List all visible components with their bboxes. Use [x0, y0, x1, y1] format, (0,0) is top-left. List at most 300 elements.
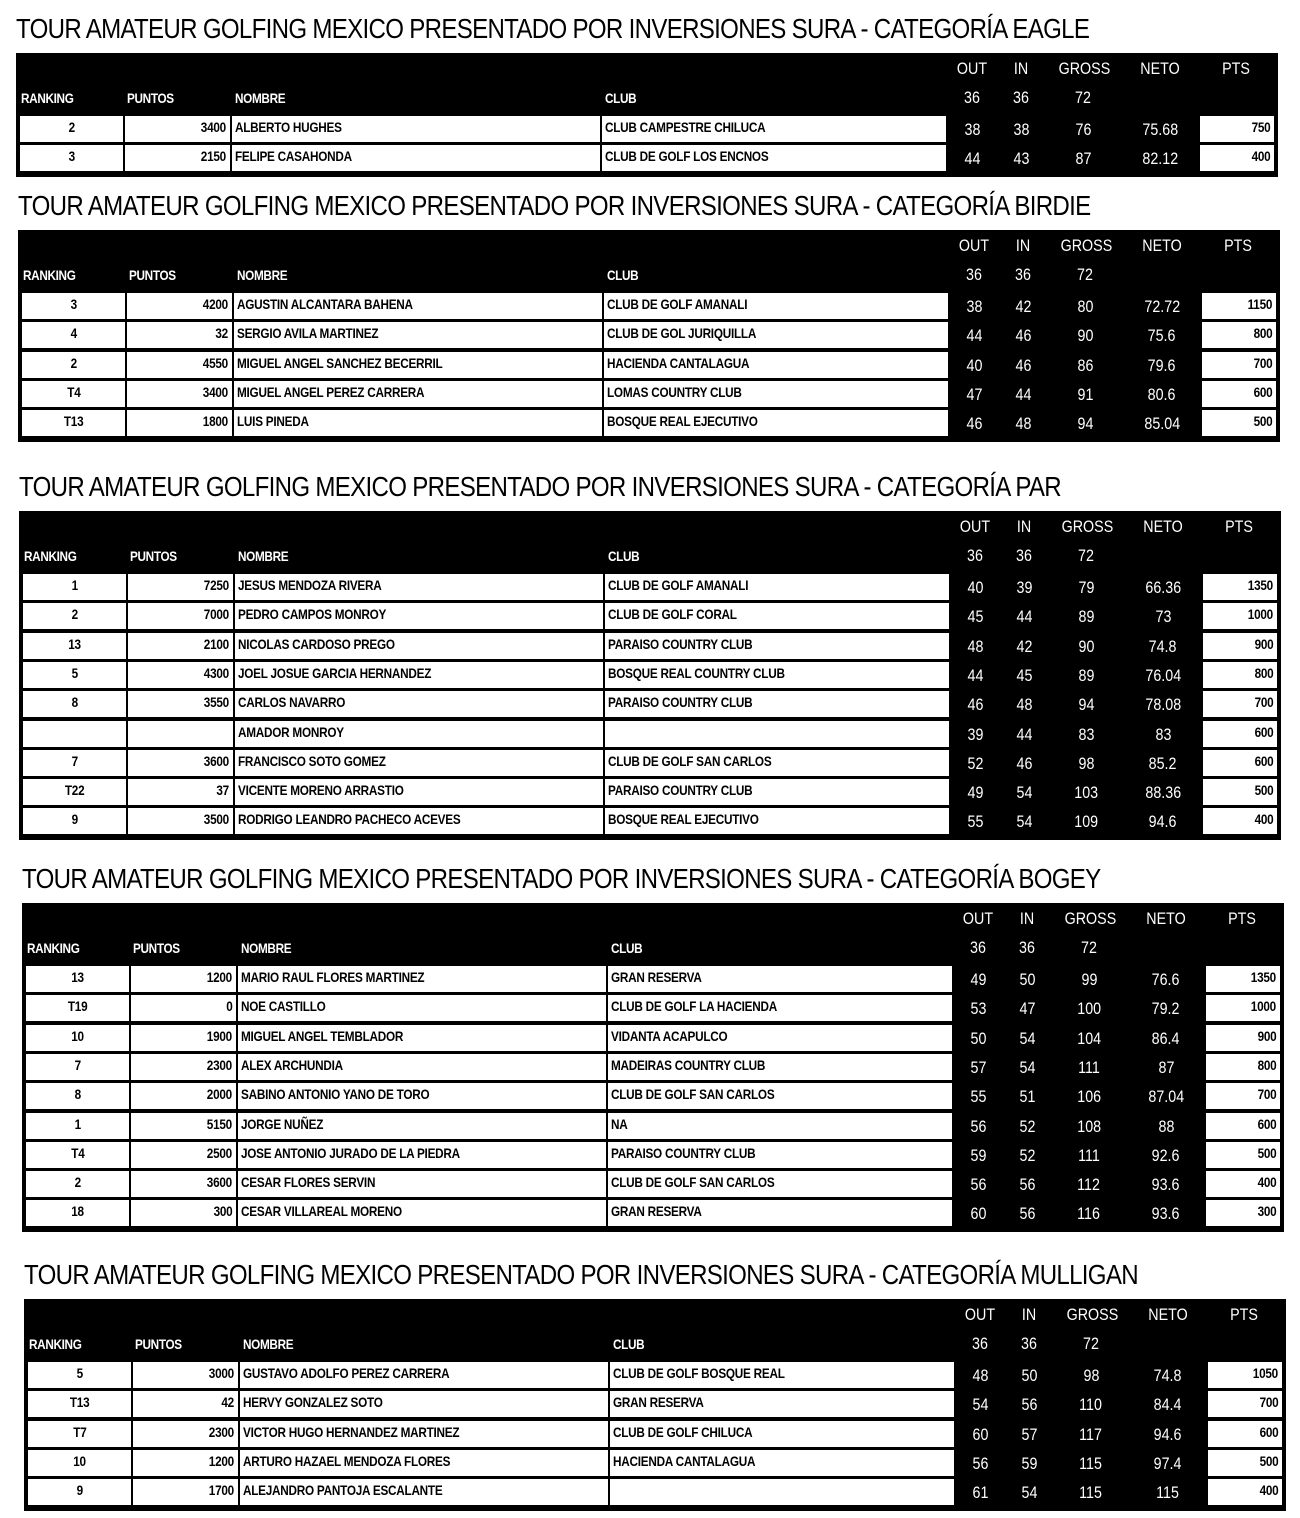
- cell-puntos: [127, 352, 232, 378]
- par-in: 36: [1015, 265, 1031, 284]
- score-gross-text: 86: [1077, 356, 1093, 375]
- cell-club-text: GRAN RESERVA: [611, 969, 702, 985]
- score-out-text: 50: [970, 1029, 986, 1048]
- score-gross-text: 110: [1079, 1395, 1103, 1414]
- score-gross: [1060, 1202, 1118, 1226]
- score-in: [1007, 968, 1047, 992]
- score-in: [1007, 997, 1047, 1021]
- score-gross: [1057, 693, 1115, 717]
- cell-ranking: [26, 1200, 129, 1226]
- header-neto: NETO: [1146, 909, 1186, 928]
- score-gross-text: 98: [1083, 1366, 1099, 1385]
- cell-club-text: NA: [611, 1116, 628, 1132]
- cell-nombre-text: SERGIO AVILA MARTINEZ: [237, 325, 379, 341]
- table-row: [24, 1419, 1286, 1448]
- score-in: [1009, 1481, 1049, 1505]
- leaderboard-table: [22, 903, 1284, 1232]
- cell-puntos: [128, 750, 233, 776]
- cell-ranking-text: 10: [73, 1453, 86, 1469]
- cell-puntos-text: 1900: [206, 1028, 232, 1044]
- score-in-text: 38: [1013, 120, 1029, 139]
- cell-ranking-text: 8: [71, 694, 78, 710]
- cell-puntos: [128, 662, 233, 688]
- cell-club: [605, 633, 949, 659]
- cell-club-text: PARAISO COUNTRY CLUB: [608, 782, 753, 798]
- score-in-text: 46: [1015, 326, 1031, 345]
- cell-nombre: [235, 750, 603, 776]
- header-club: CLUB: [608, 548, 640, 564]
- cell-pts: [1200, 116, 1274, 142]
- score-neto: [1132, 324, 1192, 348]
- cell-puntos-text: 2500: [206, 1145, 232, 1161]
- cell-ranking-text: T4: [66, 384, 81, 400]
- cell-nombre: [238, 1142, 606, 1168]
- cell-pts-text: 600: [1259, 1424, 1278, 1440]
- cell-club: [610, 1391, 954, 1417]
- score-neto: [1138, 1481, 1198, 1505]
- cell-pts: [1203, 633, 1277, 659]
- header-ranking: RANKING: [21, 90, 74, 106]
- cell-pts-text: 700: [1254, 694, 1273, 710]
- cell-pts-text: 400: [1254, 811, 1273, 827]
- score-neto-text: 74.8: [1149, 637, 1177, 656]
- cell-puntos: [128, 574, 233, 600]
- cell-puntos-text: 3500: [203, 811, 229, 827]
- cell-nombre: [240, 1450, 608, 1476]
- score-gross: [1054, 118, 1112, 142]
- score-neto: [1133, 576, 1193, 600]
- cell-pts-text: 600: [1253, 384, 1272, 400]
- cell-pts-text: 500: [1259, 1453, 1278, 1469]
- cell-club-text: GRAN RESERVA: [613, 1394, 704, 1410]
- score-out-text: 54: [972, 1395, 988, 1414]
- header-gross: GROSS: [1061, 517, 1114, 536]
- score-out: [954, 1144, 1002, 1168]
- cell-club: [608, 1171, 952, 1197]
- score-in-text: 54: [1021, 1483, 1037, 1502]
- cell-ranking: [26, 966, 129, 992]
- cell-ranking-text: 18: [71, 1203, 84, 1219]
- score-in-text: 57: [1021, 1425, 1037, 1444]
- score-neto: [1136, 997, 1196, 1021]
- cell-ranking-text: T13: [69, 1394, 90, 1410]
- score-in-text: 45: [1016, 666, 1032, 685]
- cell-nombre-text: MIGUEL ANGEL SANCHEZ BECERRIL: [237, 355, 443, 371]
- score-in-text: 56: [1019, 1204, 1035, 1223]
- cell-ranking: [23, 721, 126, 747]
- cell-club-text: PARAISO COUNTRY CLUB: [608, 694, 753, 710]
- score-gross: [1056, 295, 1114, 319]
- cell-ranking: [20, 116, 123, 142]
- header-gross: GROSS: [1064, 909, 1117, 928]
- cell-nombre-text: VICTOR HUGO HERNANDEZ MARTINEZ: [243, 1424, 460, 1440]
- score-in: [1009, 1364, 1049, 1388]
- score-out-text: 48: [972, 1366, 988, 1385]
- cell-club: [608, 1054, 952, 1080]
- score-neto: [1136, 1144, 1196, 1168]
- cell-nombre: [240, 1362, 608, 1388]
- cell-puntos: [128, 603, 233, 629]
- header-nombre: NOMBRE: [235, 90, 286, 106]
- cell-pts: [1208, 1421, 1282, 1447]
- table-row: [19, 748, 1281, 777]
- cell-puntos-text: 4300: [203, 665, 229, 681]
- table-row: [19, 660, 1281, 689]
- cell-ranking: [23, 779, 126, 805]
- cell-pts: [1208, 1479, 1282, 1505]
- score-neto: [1136, 1173, 1196, 1197]
- cell-ranking-text: T4: [70, 1145, 85, 1161]
- cell-club: [605, 721, 949, 747]
- score-out-text: 40: [966, 356, 982, 375]
- score-in-text: 39: [1016, 578, 1032, 597]
- header-pts: PTS: [1228, 909, 1256, 928]
- score-neto-text: 80.6: [1148, 385, 1176, 404]
- score-neto-text: 92.6: [1152, 1146, 1180, 1165]
- score-neto-text: 75.6: [1148, 326, 1176, 345]
- score-gross-text: 98: [1078, 754, 1094, 773]
- score-out-text: 46: [967, 695, 983, 714]
- cell-puntos-text: 0: [225, 998, 232, 1014]
- header-puntos: PUNTOS: [133, 940, 180, 956]
- cell-puntos: [131, 1113, 236, 1139]
- cell-puntos: [131, 966, 236, 992]
- table-row: [18, 291, 1280, 320]
- cell-pts: [1203, 574, 1277, 600]
- score-in-text: 44: [1016, 607, 1032, 626]
- score-out: [951, 723, 999, 747]
- score-out: [951, 576, 999, 600]
- cell-nombre: [238, 1083, 606, 1109]
- score-out: [956, 1423, 1004, 1447]
- score-neto-text: 87.04: [1148, 1087, 1184, 1106]
- score-in: [1004, 752, 1044, 776]
- score-in-text: 43: [1013, 149, 1029, 168]
- cell-nombre: [238, 1054, 606, 1080]
- cell-nombre-text: AGUSTIN ALCANTARA BAHENA: [237, 296, 413, 312]
- score-neto: [1138, 1423, 1198, 1447]
- header-nombre: NOMBRE: [241, 940, 292, 956]
- cell-club-text: CLUB DE GOLF AMANALI: [608, 577, 749, 593]
- cell-puntos-text: 3600: [203, 753, 229, 769]
- cell-ranking: [20, 145, 123, 171]
- header-gross: GROSS: [1066, 1305, 1119, 1324]
- cell-nombre: [234, 322, 602, 348]
- cell-nombre-text: ALEX ARCHUNDIA: [241, 1057, 343, 1073]
- cell-club-text: HACIENDA CANTALAGUA: [607, 355, 750, 371]
- cell-ranking-text: 9: [71, 811, 78, 827]
- score-neto-text: 79.2: [1152, 999, 1180, 1018]
- header-out: OUT: [964, 1305, 996, 1324]
- header-pts: PTS: [1224, 236, 1252, 255]
- score-neto-text: 88.36: [1145, 783, 1181, 802]
- score-neto-text: 79.6: [1148, 356, 1176, 375]
- score-out: [951, 605, 999, 629]
- score-out-text: 61: [972, 1483, 988, 1502]
- cell-pts-text: 500: [1253, 413, 1272, 429]
- table-row: [22, 1111, 1284, 1140]
- score-out: [950, 295, 998, 319]
- cell-ranking: [28, 1391, 131, 1417]
- score-gross-text: 90: [1077, 326, 1093, 345]
- score-in-text: 42: [1016, 637, 1032, 656]
- score-out-text: 38: [966, 297, 982, 316]
- cell-ranking: [26, 1025, 129, 1051]
- cell-puntos: [127, 381, 232, 407]
- score-in: [1003, 295, 1043, 319]
- cell-pts-text: 1050: [1252, 1365, 1278, 1381]
- cell-club-text: CLUB DE GOLF CORAL: [608, 606, 737, 622]
- score-out: [954, 1056, 1002, 1080]
- header-ranking: RANKING: [24, 548, 77, 564]
- cell-ranking-text: 13: [68, 636, 81, 652]
- cell-puntos: [131, 1171, 236, 1197]
- cell-puntos: [128, 721, 233, 747]
- table-row: [22, 993, 1284, 1022]
- score-gross-text: 116: [1077, 1204, 1101, 1223]
- score-gross: [1057, 723, 1115, 747]
- score-out-text: 60: [972, 1425, 988, 1444]
- score-neto-text: 75.68: [1142, 120, 1178, 139]
- score-neto-text: 97.4: [1154, 1454, 1182, 1473]
- cell-pts: [1206, 1142, 1280, 1168]
- leaderboard-table: [18, 230, 1280, 442]
- par-in: 36: [1016, 546, 1032, 565]
- score-out: [954, 1085, 1002, 1109]
- table-row: [22, 1198, 1284, 1227]
- score-in-text: 54: [1016, 812, 1032, 831]
- cell-club: [605, 779, 949, 805]
- par-out: 36: [966, 265, 982, 284]
- cell-pts-text: 400: [1257, 1174, 1276, 1190]
- score-in: [1003, 383, 1043, 407]
- score-in-text: 46: [1016, 754, 1032, 773]
- score-neto-text: 94.6: [1149, 812, 1177, 831]
- score-neto-text: 73: [1155, 607, 1171, 626]
- score-gross: [1060, 1085, 1118, 1109]
- cell-ranking: [23, 691, 126, 717]
- score-neto: [1133, 605, 1193, 629]
- header-ranking: RANKING: [27, 940, 80, 956]
- table-row: [18, 320, 1280, 349]
- score-out: [951, 781, 999, 805]
- cell-club: [608, 995, 952, 1021]
- score-neto-text: 78.08: [1145, 695, 1181, 714]
- score-in-text: 54: [1019, 1058, 1035, 1077]
- cell-puntos-text: 300: [213, 1203, 232, 1219]
- cell-club-text: VIDANTA ACAPULCO: [611, 1028, 728, 1044]
- score-gross: [1057, 810, 1115, 834]
- header-neto: NETO: [1140, 59, 1180, 78]
- score-gross-text: 112: [1077, 1175, 1101, 1194]
- cell-ranking: [26, 1054, 129, 1080]
- header-pts: PTS: [1230, 1305, 1258, 1324]
- cell-ranking: [22, 410, 125, 436]
- cell-nombre-text: JOSE ANTONIO JURADO DE LA PIEDRA: [241, 1145, 460, 1161]
- cell-ranking: [22, 293, 125, 319]
- cell-puntos-text: 2300: [206, 1057, 232, 1073]
- cell-club: [608, 966, 952, 992]
- score-gross: [1062, 1364, 1120, 1388]
- cell-pts-text: 700: [1253, 355, 1272, 371]
- table-row: [19, 689, 1281, 718]
- score-out-text: 56: [970, 1175, 986, 1194]
- cell-puntos: [131, 1025, 236, 1051]
- cell-pts: [1203, 691, 1277, 717]
- cell-ranking-text: 2: [74, 1174, 81, 1190]
- cell-ranking-text: 4: [70, 325, 77, 341]
- cell-puntos-text: 3000: [208, 1365, 234, 1381]
- cell-pts-text: 600: [1254, 753, 1273, 769]
- header-club: CLUB: [607, 267, 639, 283]
- cell-club-text: CLUB DE GOLF CHILUCA: [613, 1424, 753, 1440]
- score-in: [1004, 576, 1044, 600]
- cell-nombre-text: JOEL JOSUE GARCIA HERNANDEZ: [238, 665, 432, 681]
- cell-ranking-text: T22: [64, 782, 85, 798]
- cell-pts: [1206, 1113, 1280, 1139]
- cell-ranking: [23, 808, 126, 834]
- par-out: 36: [970, 938, 986, 957]
- cell-ranking: [23, 662, 126, 688]
- header-nombre: NOMBRE: [243, 1336, 294, 1352]
- score-neto-text: 93.6: [1152, 1175, 1180, 1194]
- score-gross-text: 89: [1078, 607, 1094, 626]
- header-neto: NETO: [1142, 236, 1182, 255]
- cell-ranking: [26, 1113, 129, 1139]
- cell-pts: [1203, 603, 1277, 629]
- score-in-text: 56: [1019, 1175, 1035, 1194]
- table-row: [24, 1448, 1286, 1477]
- header-pts: PTS: [1225, 517, 1253, 536]
- score-out: [954, 1027, 1002, 1051]
- score-gross-text: 111: [1078, 1058, 1100, 1077]
- score-neto-text: 76.6: [1152, 970, 1180, 989]
- score-neto: [1133, 664, 1193, 688]
- score-out-text: 55: [967, 812, 983, 831]
- score-neto: [1136, 1085, 1196, 1109]
- cell-club-text: LOMAS COUNTRY CLUB: [607, 384, 742, 400]
- cell-club-text: BOSQUE REAL EJECUTIVO: [607, 413, 758, 429]
- score-gross: [1060, 1144, 1118, 1168]
- header-in: IN: [1013, 59, 1029, 78]
- score-gross-text: 91: [1077, 385, 1093, 404]
- score-out-text: 52: [967, 754, 983, 773]
- cell-pts-text: 1350: [1247, 577, 1273, 593]
- cell-pts-text: 500: [1254, 782, 1273, 798]
- cell-puntos: [128, 808, 233, 834]
- cell-nombre: [234, 381, 602, 407]
- cell-pts: [1206, 966, 1280, 992]
- cell-pts: [1206, 1054, 1280, 1080]
- cell-ranking-text: 3: [70, 296, 77, 312]
- par-in: 36: [1013, 88, 1029, 107]
- score-in: [1001, 147, 1041, 171]
- table-row: [19, 777, 1281, 806]
- score-out-text: 48: [967, 637, 983, 656]
- score-gross: [1060, 1027, 1118, 1051]
- header-puntos: PUNTOS: [129, 267, 176, 283]
- cell-club-text: CLUB DE GOLF SAN CARLOS: [611, 1174, 775, 1190]
- score-neto-text: 86.4: [1152, 1029, 1180, 1048]
- cell-nombre-text: RODRIGO LEANDRO PACHECO ACEVES: [238, 811, 461, 827]
- cell-club-text: BOSQUE REAL EJECUTIVO: [608, 811, 759, 827]
- score-out-text: 40: [967, 578, 983, 597]
- score-out-text: 44: [966, 326, 982, 345]
- score-neto: [1130, 147, 1190, 171]
- cell-puntos: [127, 410, 232, 436]
- cell-pts: [1202, 293, 1276, 319]
- par-in: 36: [1019, 938, 1035, 957]
- cell-club-text: CLUB DE GOLF AMANALI: [607, 296, 748, 312]
- score-out: [954, 968, 1002, 992]
- score-neto: [1138, 1364, 1198, 1388]
- header-in: IN: [1019, 909, 1035, 928]
- cell-club: [608, 1025, 952, 1051]
- cell-puntos: [131, 1200, 236, 1226]
- score-neto-text: 66.36: [1145, 578, 1181, 597]
- score-out-text: 55: [970, 1087, 986, 1106]
- cell-puntos: [131, 1083, 236, 1109]
- cell-nombre-text: MIGUEL ANGEL TEMBLADOR: [241, 1028, 404, 1044]
- cell-ranking-text: 8: [74, 1086, 81, 1102]
- table-row: [16, 143, 1278, 172]
- cell-club-text: GRAN RESERVA: [611, 1203, 702, 1219]
- score-neto-text: 88: [1158, 1117, 1174, 1136]
- category-title: TOUR AMATEUR GOLFING MEXICO PRESENTADO POR INVERSIONES SURA - CATEGORÍA PAR: [19, 471, 1061, 502]
- cell-puntos: [133, 1362, 238, 1388]
- score-neto: [1133, 693, 1193, 717]
- score-in: [1007, 1144, 1047, 1168]
- cell-pts: [1206, 1171, 1280, 1197]
- score-out: [954, 1173, 1002, 1197]
- score-in-text: 48: [1016, 695, 1032, 714]
- cell-ranking: [26, 1142, 129, 1168]
- score-out-text: 59: [970, 1146, 986, 1165]
- score-gross: [1057, 605, 1115, 629]
- table-row: [18, 408, 1280, 437]
- header-puntos: PUNTOS: [135, 1336, 182, 1352]
- cell-puntos-text: 5150: [206, 1116, 232, 1132]
- cell-ranking: [28, 1362, 131, 1388]
- cell-ranking: [28, 1450, 131, 1476]
- cell-pts-text: 800: [1257, 1057, 1276, 1073]
- cell-ranking-text: 1: [71, 577, 78, 593]
- cell-pts-text: 400: [1259, 1482, 1278, 1498]
- cell-pts: [1202, 381, 1276, 407]
- score-out: [950, 383, 998, 407]
- cell-puntos-text: 1200: [208, 1453, 234, 1469]
- par-gross: 72: [1081, 938, 1097, 957]
- score-in: [1007, 1115, 1047, 1139]
- cell-club: [602, 145, 946, 171]
- score-neto: [1133, 810, 1193, 834]
- cell-pts: [1208, 1362, 1282, 1388]
- score-in-text: 52: [1019, 1117, 1035, 1136]
- cell-nombre-text: GUSTAVO ADOLFO PEREZ CARRERA: [243, 1365, 450, 1381]
- score-in: [1004, 635, 1044, 659]
- cell-club: [604, 352, 948, 378]
- score-out: [951, 664, 999, 688]
- score-in-text: 56: [1021, 1395, 1037, 1414]
- score-in: [1007, 1027, 1047, 1051]
- score-out: [951, 693, 999, 717]
- cell-pts-text: 800: [1254, 665, 1273, 681]
- cell-puntos: [128, 779, 233, 805]
- cell-pts: [1202, 410, 1276, 436]
- score-gross-text: 83: [1078, 725, 1094, 744]
- header-gross: GROSS: [1058, 59, 1111, 78]
- header-neto: NETO: [1148, 1305, 1188, 1324]
